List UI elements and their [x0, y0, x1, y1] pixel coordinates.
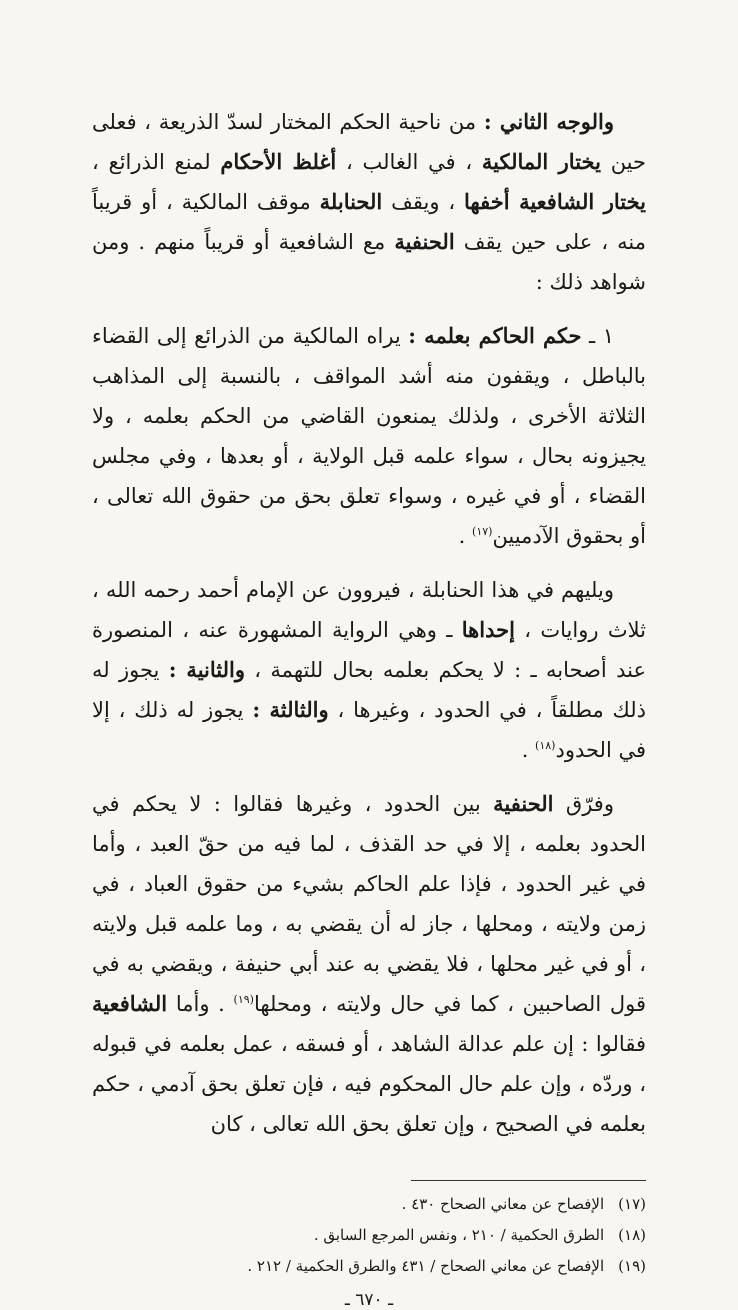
- footnote-number: (١٧): [618, 1195, 646, 1213]
- bold-term: إحداها: [461, 617, 515, 642]
- bold-term: الحنفية: [493, 791, 554, 816]
- footnote-number: (١٩): [618, 1257, 646, 1275]
- text-run: يجوز له ذلك مطلقاً ، في الحدود ، وغيرها ،: [92, 658, 647, 722]
- footnote-19: [92, 1251, 646, 1282]
- section-heading: حكم الحاكم بعلمه :: [408, 323, 582, 348]
- text-run: ، ويقف: [382, 190, 465, 214]
- text-run: ويليهم في هذا الحنابلة ، فيروون عن الإمام أحمد رحمه الله ، ثلاث روايات ،: [92, 578, 647, 642]
- text-run: يجوز له ذلك ، إلا في الحدود: [92, 698, 646, 762]
- footnote-text: الطرق الحكمية / ٢١٠ ، ونفس المرجع السابق .: [313, 1226, 605, 1244]
- heading-second-aspect: والوجه الثاني :: [483, 109, 614, 134]
- text-run: يراه المالكية من الذرائع إلى القضاء بالباطل ، ويقفون منه أشد المواقف ، بالنسبة إلى المذاهب الثلاثة الأخرى ، ولذلك يمنعون القاضي من الحكم بعلمه ، ولا يجيزونه بحال ، سواء علمه قبل الولاية ، أو بعدها ، وفي مجلس القضاء ، أو في غيره ، وسواء تعلق بحق من حقوق الله تعالى ، أو بحقوق الآدميين: [92, 324, 646, 548]
- footnote-ref: (١٧): [472, 525, 493, 538]
- text-run: ، في الغالب ،: [336, 150, 482, 174]
- bold-term: والثالثة :: [252, 697, 329, 722]
- bold-term: الشافعية: [92, 991, 168, 1016]
- paragraph-4: [92, 784, 646, 1144]
- page-number: ـ ٦٧٠ ـ: [344, 1290, 394, 1310]
- bold-term: الحنابلة: [319, 189, 383, 214]
- footnote-number: (١٨): [618, 1226, 646, 1244]
- text-run: وفرّق: [553, 792, 614, 816]
- bold-term: الحنفية: [394, 229, 455, 254]
- paragraph-3: [92, 570, 646, 770]
- bold-term: يختار الشافعية أخفها: [464, 189, 647, 214]
- text-run: ـ وهي الرواية المشهورة عنه ، المنصورة عند أصحابه ـ : لا يحكم بعلمه بحال للتهمة ،: [92, 618, 646, 682]
- text-run: موقف المالكية ، أو قريباً منه ، على حين يقف: [92, 190, 646, 254]
- footnote-text: الإفصاح عن معاني الصحاح ٤٣٠ .: [401, 1195, 605, 1213]
- paragraph-2: [92, 316, 646, 556]
- footnotes: [92, 1189, 646, 1282]
- text-run: لمنع الذرائع ،: [92, 150, 221, 174]
- text-run: . وأما: [167, 992, 234, 1016]
- text-run: من ناحية الحكم المختار لسدّ الذريعة ، فعلى حين: [92, 110, 646, 174]
- footnote-text: الإفصاح عن معاني الصحاح / ٤٣١ والطرق الحكمية / ٢١٢ .: [247, 1257, 605, 1275]
- footnote-18: [92, 1220, 646, 1251]
- item-number: ١ ـ: [581, 324, 614, 348]
- footnote-divider: [411, 1180, 646, 1181]
- footnote-17: [92, 1189, 646, 1220]
- footnote-ref: (١٩): [233, 993, 254, 1006]
- text-run: فقالوا : إن علم عدالة الشاهد ، أو فسقه ، عمل بعلمه في قبوله ، وردّه ، وإن علم حال المحكوم فيه ، فإن تعلق بحق آدمي ، حكم بعلمه في الصحيح ، وإن تعلق بحق الله تعالى ، كان: [92, 1032, 646, 1136]
- bold-term: أغلظ الأحكام: [220, 149, 337, 174]
- footnote-ref: (١٨): [535, 739, 556, 752]
- text-run: .: [458, 524, 473, 548]
- paragraph-1: [92, 102, 646, 302]
- text-run: مع الشافعية أو قريباً منهم . ومن شواهد ذلك :: [92, 230, 646, 294]
- text-run: بين الحدود ، وغيرها فقالوا : لا يحكم في الحدود بعلمه ، إلا في حد القذف ، لما فيه من حقّ العبد ، وأما في غير الحدود ، فإذا علم الحاكم بشيء من حقوق العباد ، في زمن ولايته ، ومحلها ، جاز له أن يقضي به ، وما علمه قبل ولايته ، أو في غير محلها ، فلا يقضي به عند أبي حنيفة ، ويقضي به في قول الصاحبين ، كما في حال ولايته ، ومحلها: [92, 792, 646, 1016]
- bold-term: يختار المالكية: [481, 149, 601, 174]
- bold-term: والثانية :: [168, 657, 245, 682]
- main-text: [92, 102, 646, 1144]
- text-run: .: [521, 738, 536, 762]
